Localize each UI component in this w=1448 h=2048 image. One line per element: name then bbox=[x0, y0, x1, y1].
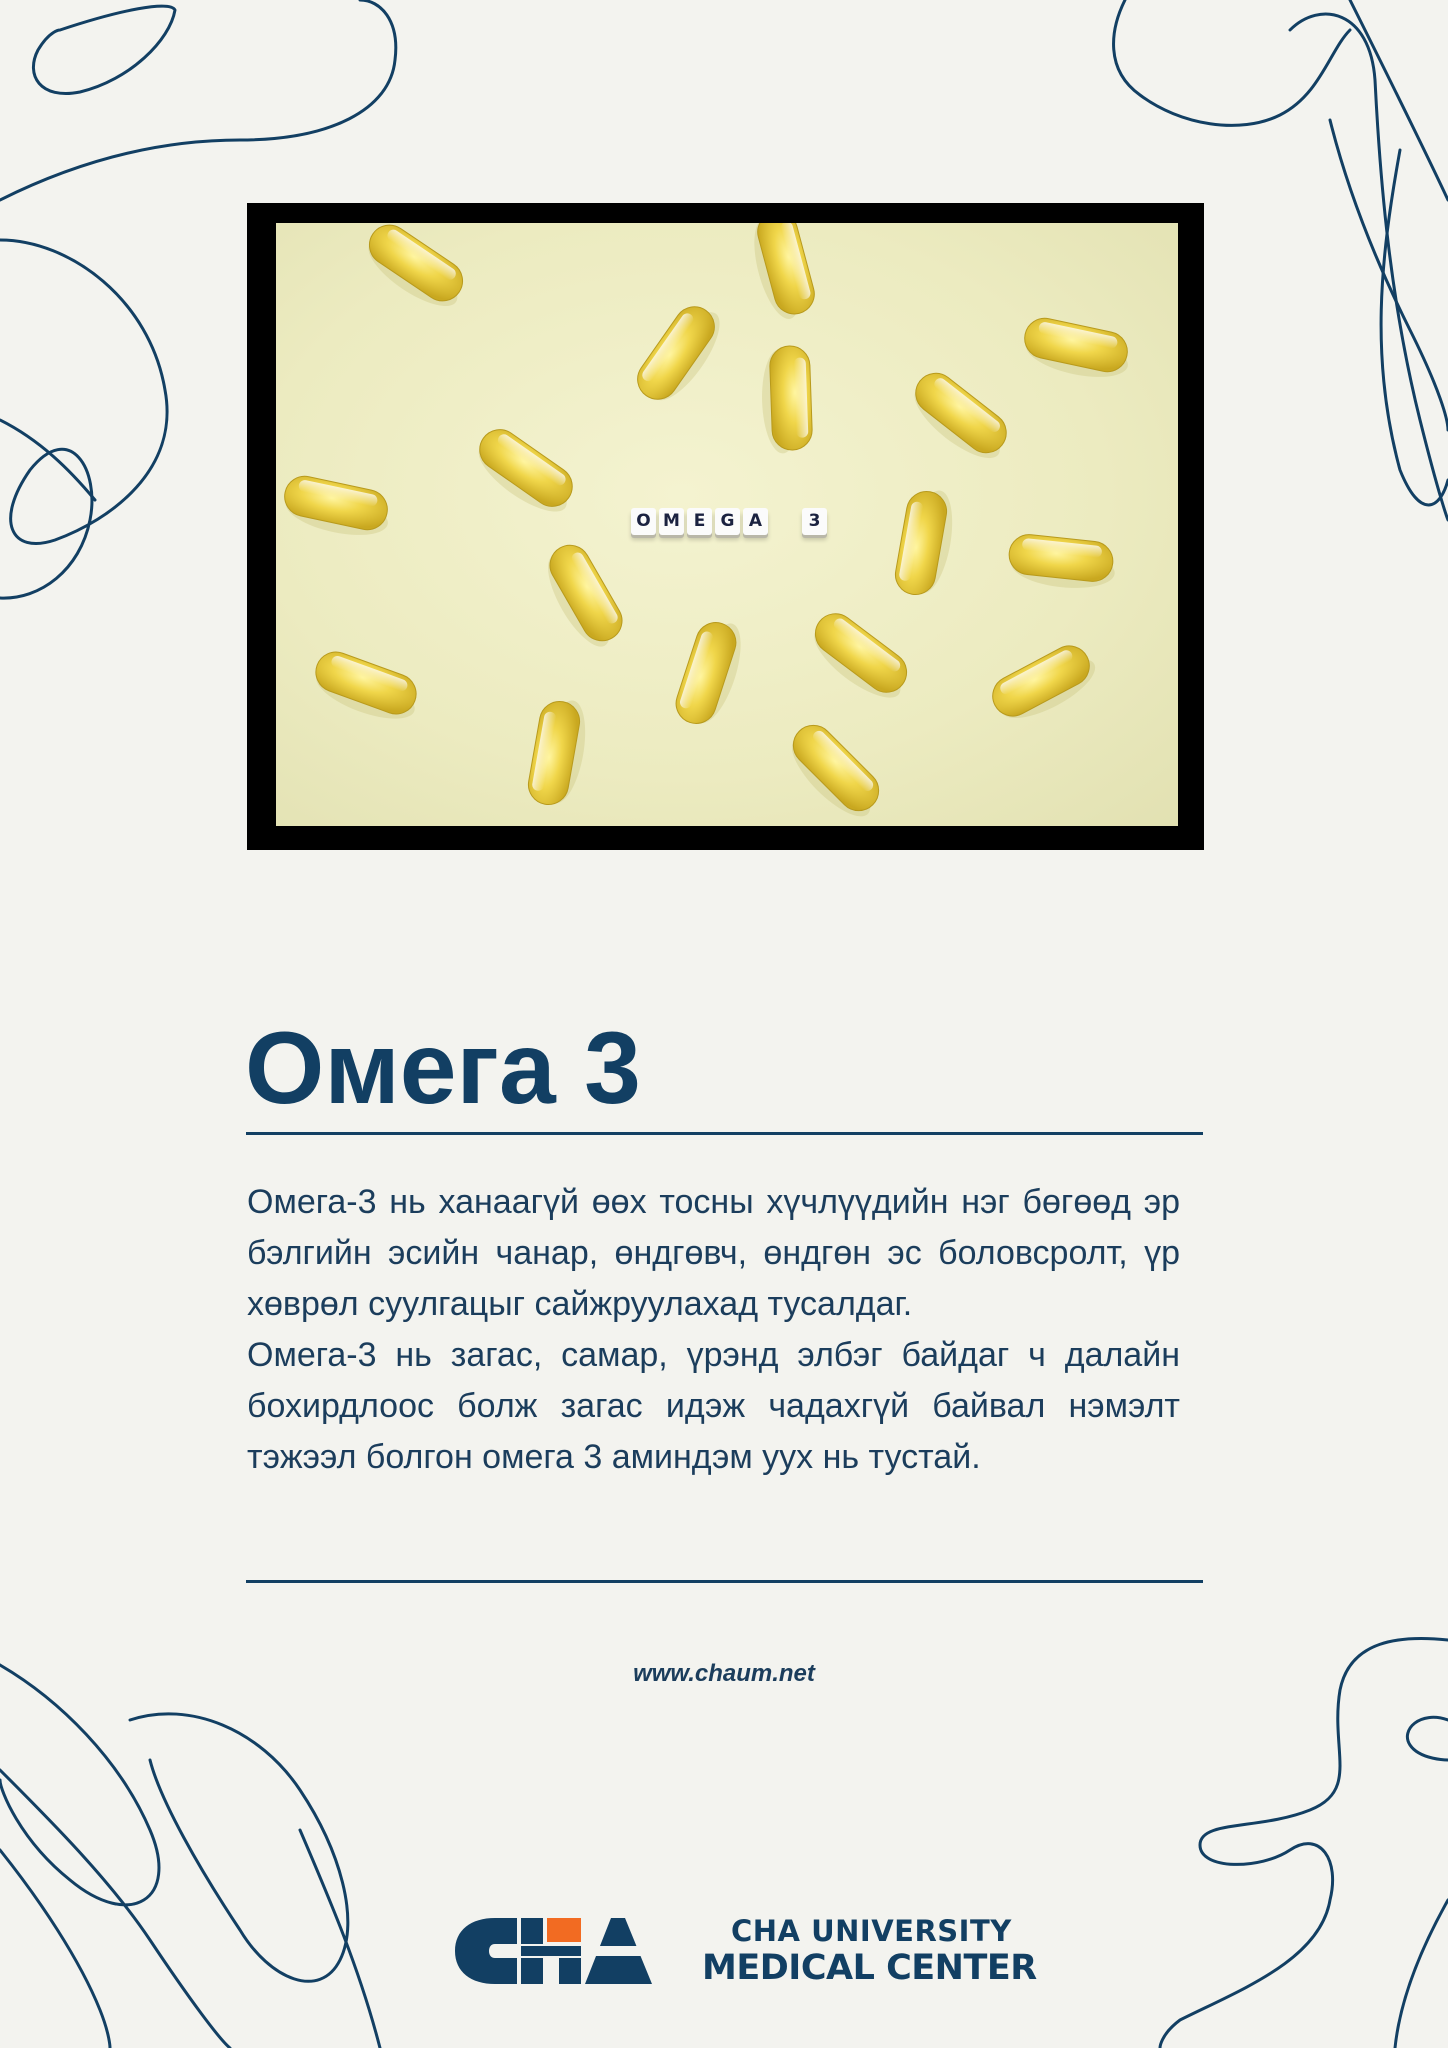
bead-letter: M bbox=[659, 508, 684, 535]
omega3-capsules-photo bbox=[276, 223, 1178, 826]
capsule bbox=[467, 422, 583, 524]
capsule bbox=[1019, 315, 1134, 385]
capsule bbox=[525, 695, 592, 809]
bead-letter: 3 bbox=[802, 508, 827, 535]
capsule bbox=[671, 615, 751, 732]
capsule bbox=[279, 473, 394, 543]
capsule bbox=[535, 538, 631, 655]
capsule bbox=[630, 296, 732, 412]
hero-photo-frame bbox=[247, 203, 1204, 850]
omega3-bead-letters bbox=[631, 508, 827, 535]
website-link[interactable]: www.chaum.net bbox=[633, 1660, 815, 1687]
bead-letter: O bbox=[631, 508, 656, 535]
capsule bbox=[802, 606, 917, 710]
title-divider bbox=[246, 1132, 1203, 1135]
bead-letter: E bbox=[687, 508, 712, 535]
capsule bbox=[307, 646, 424, 729]
bead-letter: A bbox=[743, 508, 768, 535]
logo-line2: MEDICAL CENTER bbox=[702, 1948, 1037, 1988]
cha-logo-icon bbox=[455, 1918, 652, 1984]
capsule bbox=[892, 485, 959, 599]
body-paragraph: Омега-3 нь загас, самар, үрэнд элбэг байдаг ч далайн бохирдлоос болж загас идэж чадахгүй байвал нэмэлт тэжээл болгон омега 3 аминдэм уух нь тустай. bbox=[247, 1336, 1180, 1476]
logo-line1: CHA UNIVERSITY bbox=[731, 1914, 1012, 1948]
bead-letter: G bbox=[715, 508, 740, 535]
body-paragraph: Омега-3 нь ханаагүй өөх тосны хүчлүүдийн нэг бөгөөд эр бэлгийн эсийн чанар, өндгөвч, өндгөн эс боловсролт, үр хөврөл суулгацыг сайжруулахад тусалдаг. bbox=[247, 1183, 1180, 1323]
capsule bbox=[760, 345, 813, 454]
capsule bbox=[986, 638, 1103, 731]
capsule bbox=[779, 717, 889, 826]
page-title: Омега 3 bbox=[245, 1011, 641, 1125]
capsule bbox=[357, 223, 473, 318]
body-text bbox=[247, 1177, 1180, 1483]
capsule bbox=[745, 223, 820, 324]
capsule bbox=[902, 365, 1016, 469]
capsule bbox=[1006, 533, 1118, 593]
body-divider bbox=[246, 1580, 1203, 1583]
cha-logo-wordmark bbox=[702, 1914, 1037, 1988]
